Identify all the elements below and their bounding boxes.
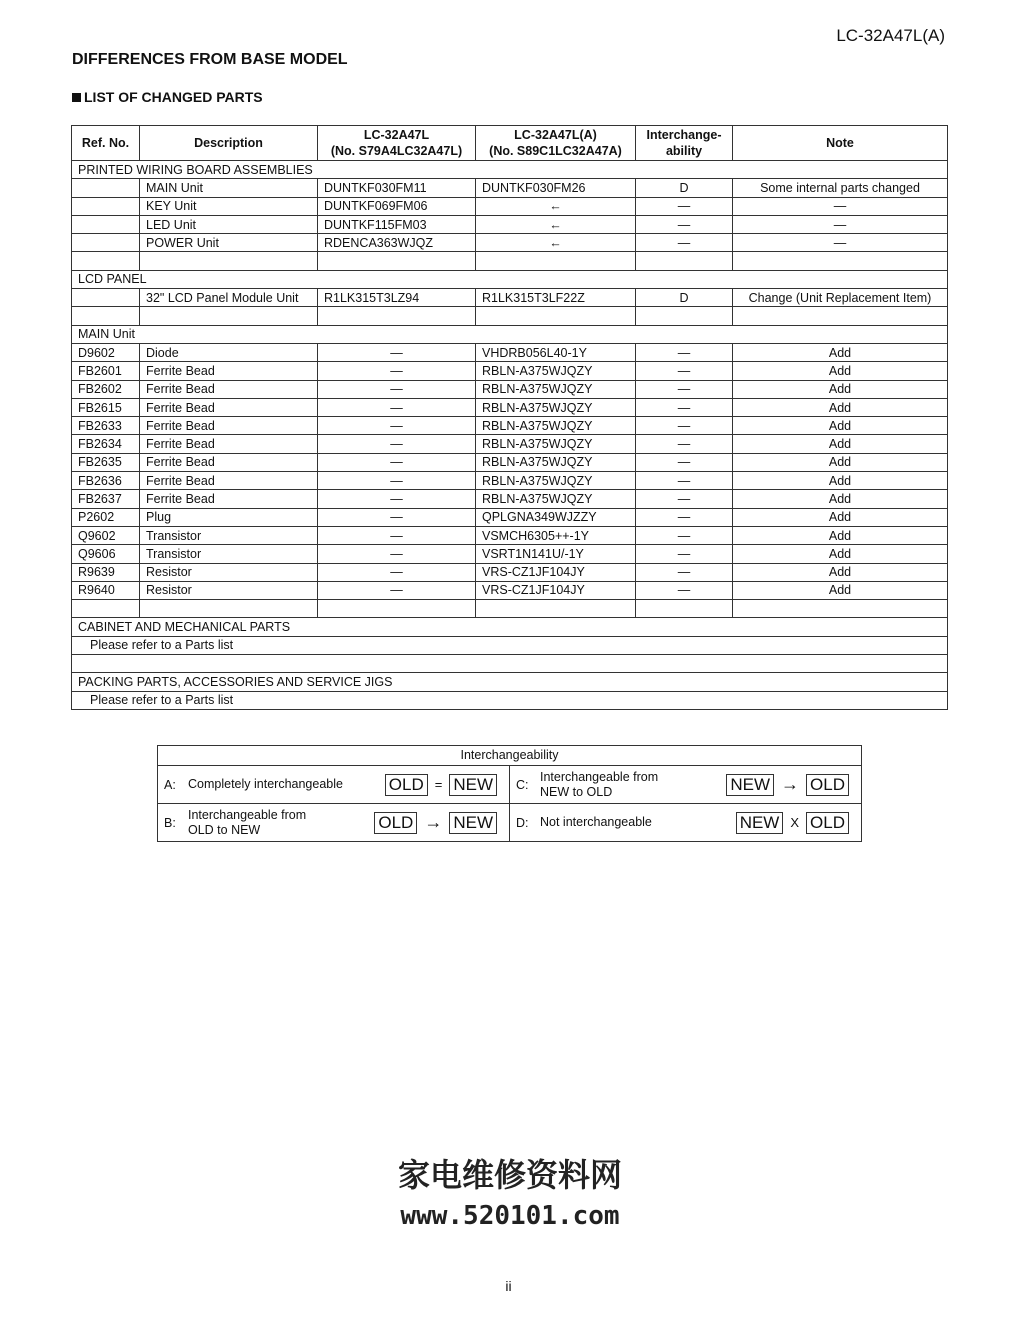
blank-cell xyxy=(476,307,636,325)
ref-cell: FB2637 xyxy=(72,490,140,508)
interchange-cell: — xyxy=(636,435,733,453)
old-part-cell: — xyxy=(318,563,476,581)
blank-cell xyxy=(318,307,476,325)
ref-cell: FB2634 xyxy=(72,435,140,453)
table-row xyxy=(72,526,948,544)
note-cell: Add xyxy=(733,362,948,380)
ref-cell: Q9602 xyxy=(72,526,140,544)
changed-parts-table xyxy=(71,125,948,710)
note-cell: Add xyxy=(733,508,948,526)
table-row xyxy=(72,545,948,563)
note-cell: — xyxy=(733,234,948,252)
blank-cell xyxy=(72,307,140,325)
section-heading-row xyxy=(72,618,948,636)
old-part-cell: — xyxy=(318,362,476,380)
legend-b: B: Interchangeable from OLD to NEW OLD → NEW xyxy=(158,804,510,841)
ref-cell xyxy=(72,197,140,215)
table-row xyxy=(72,398,948,416)
new-part-cell: RBLN-A375WJQZY xyxy=(476,362,636,380)
desc-cell: Ferrite Bead xyxy=(140,398,318,416)
section-heading: MAIN Unit xyxy=(72,325,948,343)
desc-cell: LED Unit xyxy=(140,215,318,233)
new-part-cell: R1LK315T3LF22Z xyxy=(476,289,636,307)
desc-cell: Transistor xyxy=(140,526,318,544)
interchange-cell: — xyxy=(636,417,733,435)
table-row xyxy=(72,435,948,453)
note-cell: — xyxy=(733,215,948,233)
new-part-cell: RBLN-A375WJQZY xyxy=(476,380,636,398)
ref-cell: FB2615 xyxy=(72,398,140,416)
note-cell: Add xyxy=(733,545,948,563)
interchange-cell: — xyxy=(636,398,733,416)
desc-cell: Ferrite Bead xyxy=(140,490,318,508)
watermark-logo xyxy=(360,1152,660,1232)
blank-row xyxy=(72,655,948,673)
col-old: LC-32A47L (No. S79A4LC32A47L) xyxy=(318,126,476,161)
table-row xyxy=(72,417,948,435)
new-part-cell: RBLN-A375WJQZY xyxy=(476,417,636,435)
new-part-cell: DUNTKF030FM26 xyxy=(476,179,636,197)
page-number: ii xyxy=(505,1278,512,1294)
new-part-cell: VSRT1N141U/-1Y xyxy=(476,545,636,563)
col-interchange: Interchange- ability xyxy=(636,126,733,161)
ref-cell: Q9606 xyxy=(72,545,140,563)
ref-cell: FB2633 xyxy=(72,417,140,435)
desc-cell: Ferrite Bead xyxy=(140,417,318,435)
old-part-cell: — xyxy=(318,581,476,599)
new-part-cell: RBLN-A375WJQZY xyxy=(476,453,636,471)
ref-cell: D9602 xyxy=(72,343,140,361)
table-row xyxy=(72,215,948,233)
new-part-cell: VHDRB056L40-1Y xyxy=(476,343,636,361)
table-row xyxy=(72,197,948,215)
new-part-cell: RBLN-A375WJQZY xyxy=(476,435,636,453)
table-row xyxy=(72,362,948,380)
ref-cell: FB2636 xyxy=(72,472,140,490)
note-cell: Add xyxy=(733,380,948,398)
note-cell: Add xyxy=(733,581,948,599)
ref-cell xyxy=(72,215,140,233)
interchange-cell: — xyxy=(636,215,733,233)
interchange-cell: — xyxy=(636,472,733,490)
blank-cell xyxy=(72,655,948,673)
note-cell: Add xyxy=(733,526,948,544)
table-row xyxy=(72,234,948,252)
old-part-cell: — xyxy=(318,398,476,416)
ref-cell: FB2601 xyxy=(72,362,140,380)
col-desc: Description xyxy=(140,126,318,161)
legend-title: Interchangeability xyxy=(158,746,861,766)
table-row xyxy=(72,289,948,307)
blank-cell xyxy=(636,307,733,325)
old-part-cell: RDENCA363WJQZ xyxy=(318,234,476,252)
interchange-cell: D xyxy=(636,179,733,197)
new-part-cell: VRS-CZ1JF104JY xyxy=(476,563,636,581)
blank-cell xyxy=(140,600,318,618)
interchange-cell: — xyxy=(636,234,733,252)
blank-cell xyxy=(72,600,140,618)
table-row xyxy=(72,581,948,599)
new-part-cell: QPLGNA349WJZZY xyxy=(476,508,636,526)
blank-cell xyxy=(476,600,636,618)
blank-cell xyxy=(318,252,476,270)
desc-cell: Ferrite Bead xyxy=(140,453,318,471)
note-cell: Change (Unit Replacement Item) xyxy=(733,289,948,307)
table-row xyxy=(72,563,948,581)
interchange-cell: — xyxy=(636,490,733,508)
section-title-text: LIST OF CHANGED PARTS xyxy=(84,89,263,105)
note-cell: Add xyxy=(733,472,948,490)
section-heading: PACKING PARTS, ACCESSORIES AND SERVICE JIGS xyxy=(72,673,948,691)
col-ref: Ref. No. xyxy=(72,126,140,161)
new-part-cell: ← xyxy=(476,234,636,252)
new-part-cell: RBLN-A375WJQZY xyxy=(476,490,636,508)
desc-cell: Plug xyxy=(140,508,318,526)
desc-cell: Diode xyxy=(140,343,318,361)
old-part-cell: — xyxy=(318,508,476,526)
interchange-cell: — xyxy=(636,343,733,361)
note-cell: Add xyxy=(733,343,948,361)
interchange-cell: — xyxy=(636,545,733,563)
interchange-cell: — xyxy=(636,563,733,581)
blank-row xyxy=(72,307,948,325)
table-row xyxy=(72,179,948,197)
blank-cell xyxy=(733,600,948,618)
section-heading-row xyxy=(72,161,948,179)
ref-cell: R9639 xyxy=(72,563,140,581)
blank-cell xyxy=(140,252,318,270)
ref-cell xyxy=(72,234,140,252)
table-row xyxy=(72,636,948,654)
old-part-cell: DUNTKF115FM03 xyxy=(318,215,476,233)
watermark-line2: www.520101.com xyxy=(400,1201,620,1231)
blank-cell xyxy=(733,252,948,270)
ref-cell: P2602 xyxy=(72,508,140,526)
interchangeability-legend xyxy=(157,745,862,842)
note-cell: Add xyxy=(733,435,948,453)
section-title xyxy=(72,89,263,105)
new-part-cell: ← xyxy=(476,215,636,233)
square-bullet-icon xyxy=(72,93,81,102)
ref-cell xyxy=(72,179,140,197)
blank-cell xyxy=(318,600,476,618)
note-cell: — xyxy=(733,197,948,215)
interchange-cell: — xyxy=(636,581,733,599)
section-heading-row xyxy=(72,325,948,343)
model-number: LC-32A47L(A) xyxy=(836,26,945,45)
interchange-cell: — xyxy=(636,362,733,380)
interchange-cell: — xyxy=(636,380,733,398)
refer-text: Please refer to a Parts list xyxy=(72,636,948,654)
desc-cell: MAIN Unit xyxy=(140,179,318,197)
legend-c: C: Interchangeable from NEW to OLD NEW → OLD xyxy=(510,766,861,803)
table-row xyxy=(72,691,948,709)
new-part-cell: ← xyxy=(476,197,636,215)
old-part-cell: — xyxy=(318,472,476,490)
blank-cell xyxy=(140,307,318,325)
desc-cell: KEY Unit xyxy=(140,197,318,215)
interchange-cell: — xyxy=(636,197,733,215)
desc-cell: Resistor xyxy=(140,563,318,581)
ref-cell xyxy=(72,289,140,307)
section-heading: PRINTED WIRING BOARD ASSEMBLIES xyxy=(72,161,948,179)
old-part-cell: — xyxy=(318,343,476,361)
table-row xyxy=(72,453,948,471)
blank-cell xyxy=(636,252,733,270)
legend-a: A: Completely interchangeable OLD = NEW xyxy=(158,766,510,803)
ref-cell: R9640 xyxy=(72,581,140,599)
old-part-cell: R1LK315T3LZ94 xyxy=(318,289,476,307)
col-note: Note xyxy=(733,126,948,161)
desc-cell: Transistor xyxy=(140,545,318,563)
desc-cell: Ferrite Bead xyxy=(140,435,318,453)
desc-cell: 32" LCD Panel Module Unit xyxy=(140,289,318,307)
interchange-cell: — xyxy=(636,453,733,471)
note-cell: Add xyxy=(733,398,948,416)
new-part-cell: RBLN-A375WJQZY xyxy=(476,472,636,490)
section-heading-row xyxy=(72,270,948,288)
old-part-cell: — xyxy=(318,490,476,508)
blank-cell xyxy=(733,307,948,325)
blank-row xyxy=(72,600,948,618)
new-part-cell: RBLN-A375WJQZY xyxy=(476,398,636,416)
blank-cell xyxy=(636,600,733,618)
page-title: DIFFERENCES FROM BASE MODEL xyxy=(72,51,348,68)
blank-cell xyxy=(72,252,140,270)
note-cell: Add xyxy=(733,453,948,471)
old-part-cell: — xyxy=(318,435,476,453)
desc-cell: Ferrite Bead xyxy=(140,362,318,380)
table-row xyxy=(72,343,948,361)
table-header-row xyxy=(72,126,948,161)
ref-cell: FB2635 xyxy=(72,453,140,471)
col-new: LC-32A47L(A) (No. S89C1LC32A47A) xyxy=(476,126,636,161)
new-part-cell: VSMCH6305++-1Y xyxy=(476,526,636,544)
note-cell: Add xyxy=(733,563,948,581)
section-heading: LCD PANEL xyxy=(72,270,948,288)
note-cell: Some internal parts changed xyxy=(733,179,948,197)
interchange-cell: — xyxy=(636,508,733,526)
new-part-cell: VRS-CZ1JF104JY xyxy=(476,581,636,599)
interchange-cell: — xyxy=(636,526,733,544)
section-heading-row xyxy=(72,673,948,691)
old-part-cell: DUNTKF030FM11 xyxy=(318,179,476,197)
legend-d: D: Not interchangeable NEW X OLD xyxy=(510,804,861,841)
table-row xyxy=(72,508,948,526)
old-part-cell: DUNTKF069FM06 xyxy=(318,197,476,215)
table-row xyxy=(72,490,948,508)
table-row xyxy=(72,380,948,398)
ref-cell: FB2602 xyxy=(72,380,140,398)
old-part-cell: — xyxy=(318,417,476,435)
desc-cell: Ferrite Bead xyxy=(140,472,318,490)
blank-row xyxy=(72,252,948,270)
note-cell: Add xyxy=(733,417,948,435)
table-row xyxy=(72,472,948,490)
section-heading: CABINET AND MECHANICAL PARTS xyxy=(72,618,948,636)
desc-cell: Resistor xyxy=(140,581,318,599)
old-part-cell: — xyxy=(318,453,476,471)
old-part-cell: — xyxy=(318,380,476,398)
old-part-cell: — xyxy=(318,526,476,544)
note-cell: Add xyxy=(733,490,948,508)
watermark-line1: 家电维修资料网 xyxy=(397,1156,623,1194)
blank-cell xyxy=(476,252,636,270)
desc-cell: Ferrite Bead xyxy=(140,380,318,398)
desc-cell: POWER Unit xyxy=(140,234,318,252)
old-part-cell: — xyxy=(318,545,476,563)
refer-text: Please refer to a Parts list xyxy=(72,691,948,709)
interchange-cell: D xyxy=(636,289,733,307)
